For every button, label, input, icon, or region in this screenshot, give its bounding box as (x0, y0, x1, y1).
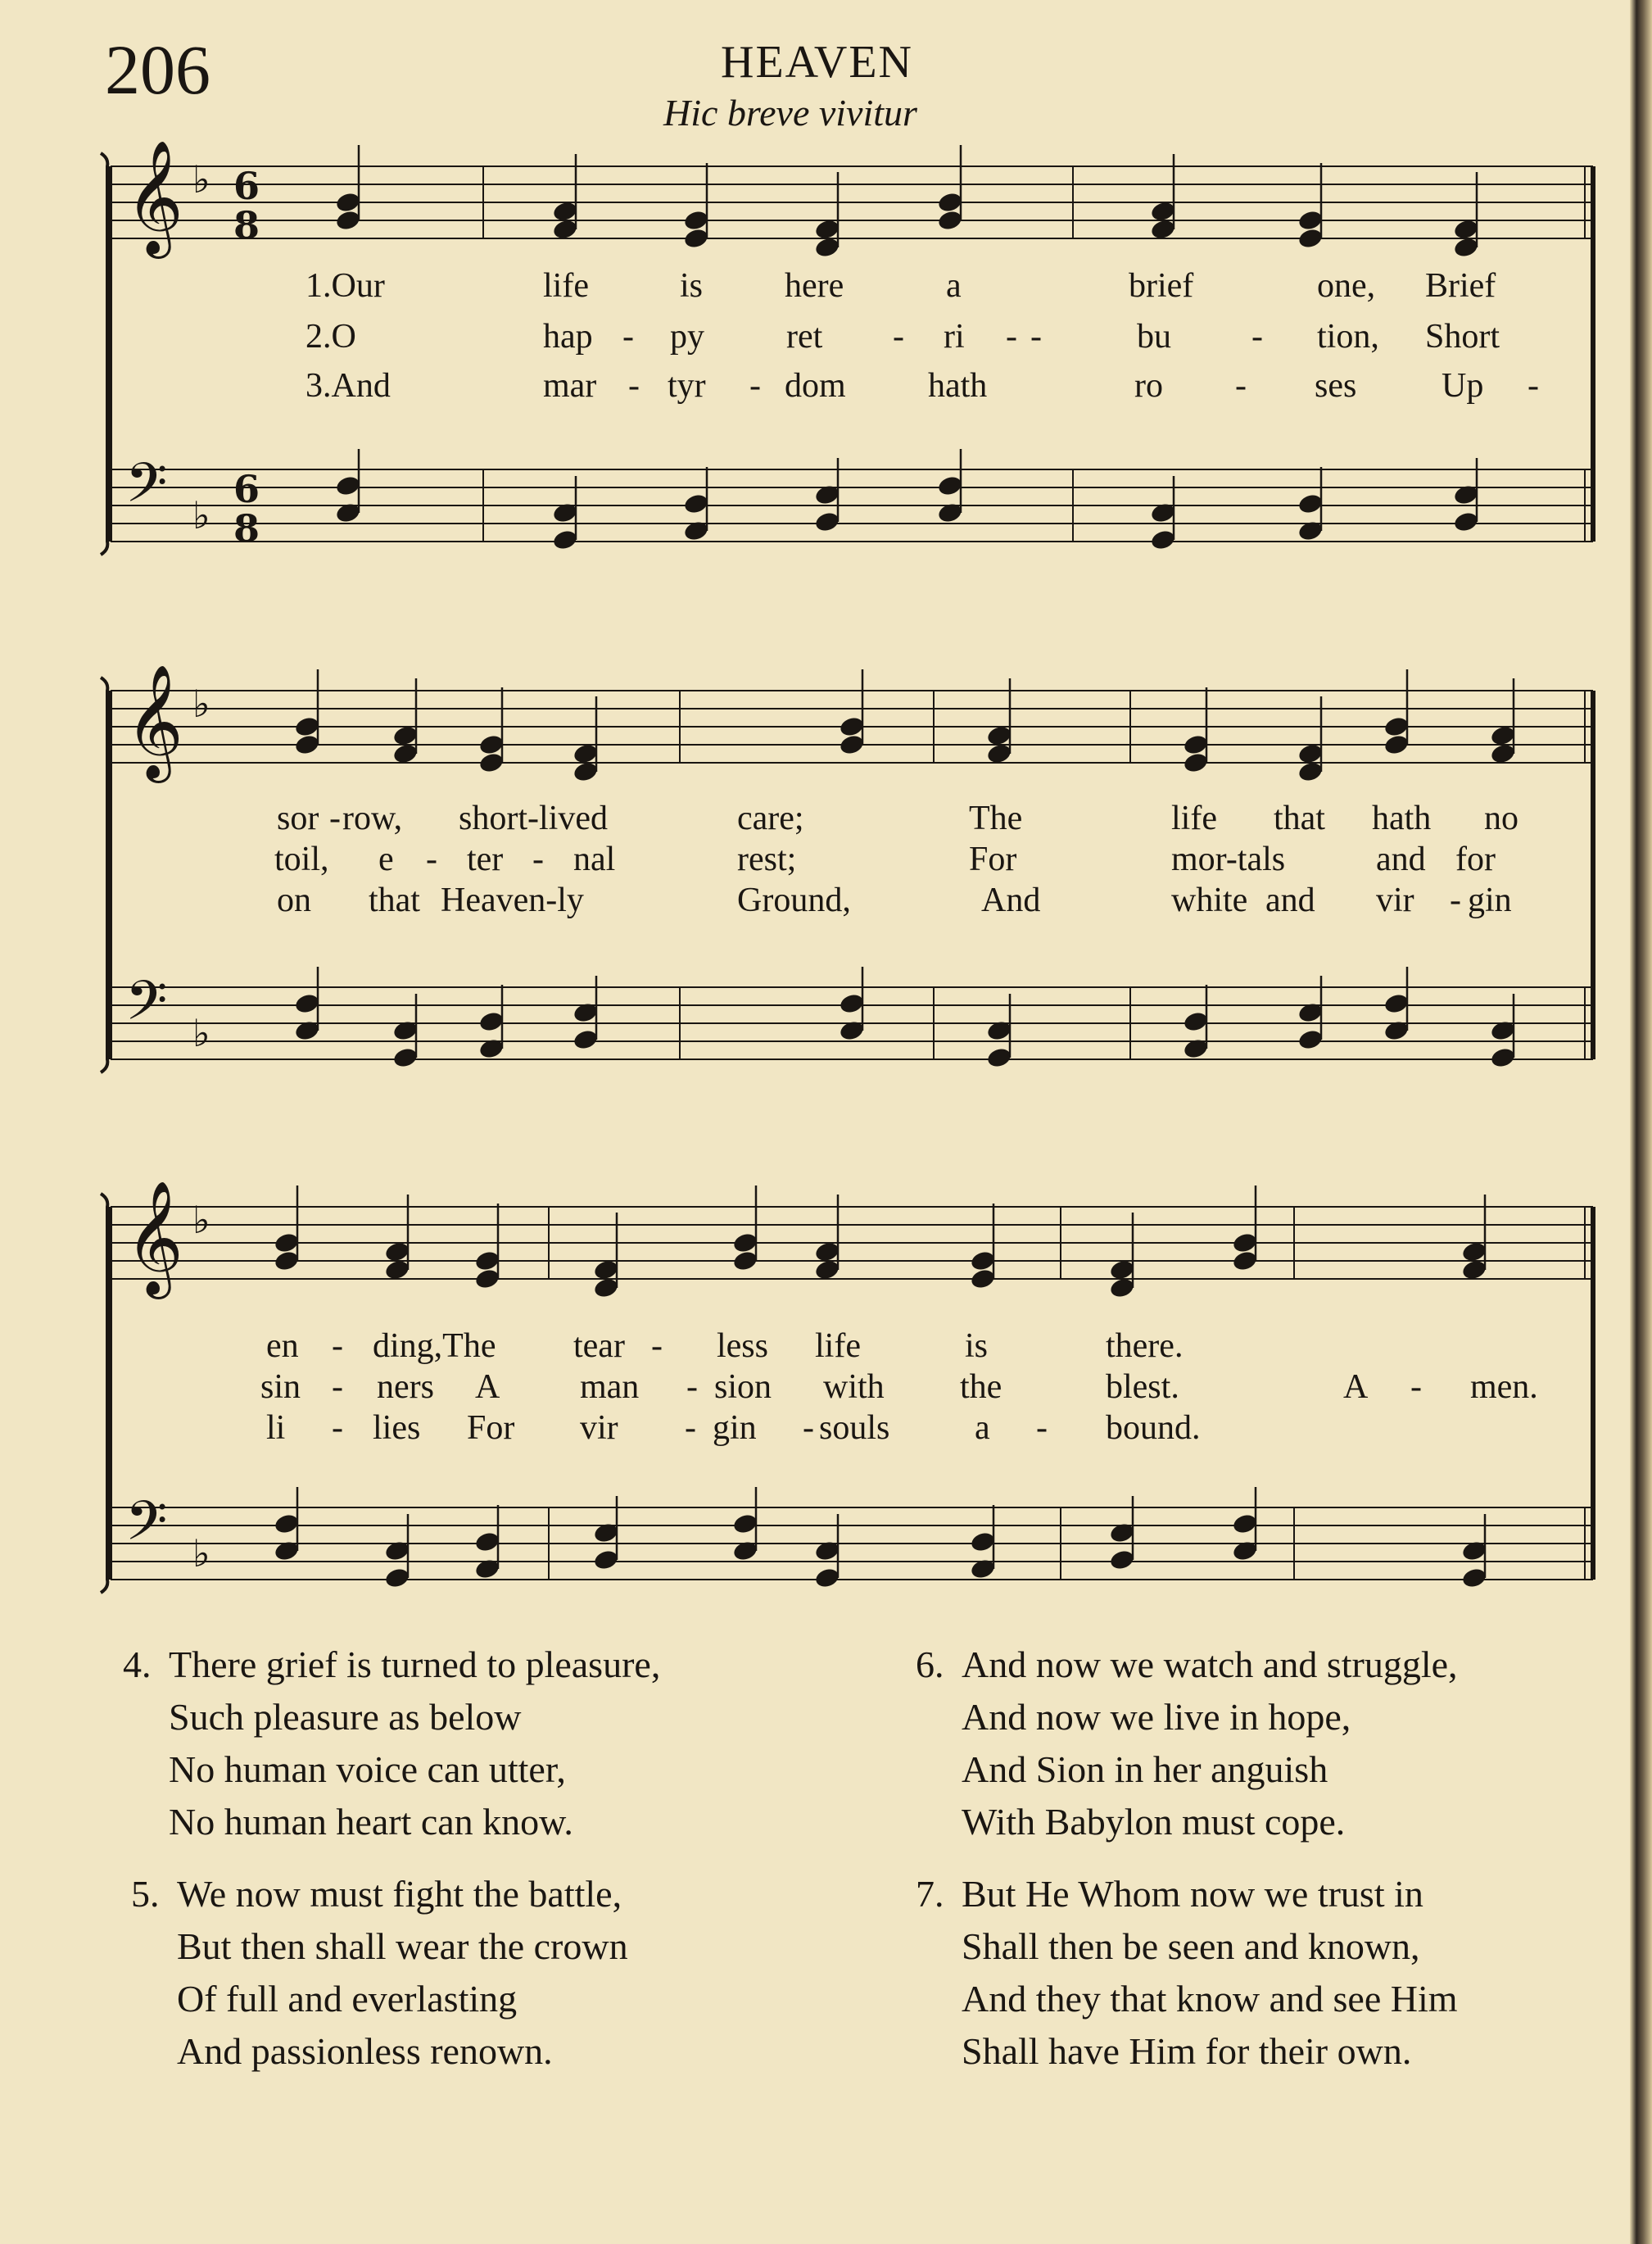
note-head (1460, 1566, 1487, 1589)
stanza-number: 6. (916, 1643, 944, 1685)
note-head (392, 742, 419, 765)
note-head (813, 1566, 840, 1589)
lyric: - (332, 1409, 343, 1447)
lyric: For (969, 841, 1017, 878)
lyric: less (717, 1327, 768, 1365)
note-head (1108, 1276, 1135, 1299)
note-head (1489, 724, 1516, 747)
note-head (334, 209, 361, 232)
note-head (592, 1258, 619, 1281)
key-signature-flat-icon: ♭ (192, 1011, 210, 1055)
system-bracket (101, 678, 107, 1072)
note-head (813, 236, 840, 259)
lyric: that (1274, 800, 1325, 837)
note-head (1149, 528, 1176, 551)
lyric: mor-tals (1171, 841, 1286, 878)
stanza-line: Of full and everlasting (177, 1978, 518, 2020)
stanza-line: With Babylon must cope. (962, 1801, 1346, 1843)
lyric: sion (714, 1368, 772, 1406)
lyric: row, (342, 800, 403, 837)
stanza-line: And now we live in hope, (962, 1696, 1351, 1738)
stanza-line: Shall then be seen and known, (962, 1925, 1420, 1967)
note-head (1297, 1028, 1324, 1051)
lyric: py (670, 318, 704, 356)
note-head (334, 474, 361, 497)
note-head (838, 992, 865, 1015)
lyric: no (1484, 800, 1518, 837)
note-head (1182, 1010, 1209, 1033)
lyric: - (1030, 318, 1042, 356)
lyric: on (277, 882, 311, 919)
note-head (592, 1276, 619, 1299)
treble-clef-icon: 𝄞 (125, 664, 183, 778)
note-head (293, 715, 320, 738)
lyric: is (680, 267, 704, 305)
note-head (682, 209, 709, 232)
stanza-line: But then shall wear the crown (177, 1925, 628, 1967)
lyric: - (1036, 1409, 1048, 1447)
note-head (273, 1512, 300, 1535)
note-head (383, 1566, 410, 1589)
time-signature-top: 6 (233, 467, 260, 511)
treble-clef-icon: 𝄞 (125, 1181, 183, 1294)
note-head (1383, 992, 1410, 1015)
note-head (551, 218, 578, 241)
lyric: tion, (1317, 318, 1379, 356)
lyric: the (960, 1368, 1003, 1406)
note-head (682, 492, 709, 515)
time-signature-bottom: 8 (233, 506, 260, 551)
lyric: - (686, 1368, 698, 1406)
lyric: tear (573, 1327, 625, 1365)
lyric: And (981, 882, 1041, 919)
hymn-title: HEAVEN (721, 37, 913, 88)
lyric: - (1006, 318, 1017, 356)
lyric: hath (928, 367, 988, 405)
note-head (1182, 733, 1209, 756)
note-head (1297, 209, 1324, 232)
lyric: Short (1425, 318, 1500, 356)
lyric: a (946, 267, 962, 305)
lyric: nal (573, 841, 616, 878)
note-head (985, 742, 1012, 765)
note-head (473, 1530, 500, 1553)
note-head (1182, 751, 1209, 774)
lyric: 1.Our (306, 267, 385, 305)
key-signature-flat-icon: ♭ (192, 1198, 210, 1242)
note-head (473, 1267, 500, 1290)
lyric: - (1251, 318, 1263, 356)
note-head (1383, 733, 1410, 756)
bass-clef-icon: 𝄢 (125, 969, 168, 1045)
key-signature-flat-icon: ♭ (192, 682, 210, 726)
hymn-subtitle: Hic breve vivitur (663, 92, 917, 134)
note-head (813, 1240, 840, 1263)
key-signature-flat-icon: ♭ (192, 157, 210, 202)
lyric: blest. (1106, 1368, 1179, 1406)
lyric: ro (1134, 367, 1163, 405)
note-head (731, 1231, 758, 1254)
lyric: a (975, 1409, 990, 1447)
lyric: brief (1129, 267, 1194, 305)
lyric: en (266, 1327, 299, 1365)
note-head (273, 1249, 300, 1272)
bass-clef-icon: 𝄢 (125, 1489, 168, 1566)
lyric: Brief (1425, 267, 1496, 305)
lyric: - (893, 318, 904, 356)
note-head (936, 191, 963, 214)
lyric: vir (580, 1409, 618, 1447)
stanza-number: 4. (123, 1643, 152, 1685)
stanza-line: And passionless renown. (177, 2030, 553, 2072)
lyric: is (965, 1327, 989, 1365)
note-head (551, 200, 578, 223)
lyric: 2.O (306, 318, 356, 356)
note-head (985, 724, 1012, 747)
note-head (1231, 1231, 1258, 1254)
system-bracket (101, 1194, 107, 1593)
lyric: here (785, 267, 844, 305)
lyric: white (1171, 882, 1248, 919)
note-head (838, 715, 865, 738)
note-head (969, 1530, 996, 1553)
lyric: ter (467, 841, 504, 878)
note-head (477, 751, 505, 774)
lyric: - (426, 841, 437, 878)
lyric: gin (1468, 882, 1512, 919)
note-head (392, 1046, 419, 1069)
time-signature-top: 6 (233, 164, 260, 208)
lyric: - (628, 367, 640, 405)
lyric: - (1410, 1368, 1422, 1406)
lyric: Heaven-ly (441, 882, 584, 919)
note-head (273, 1231, 300, 1254)
stanza-line: No human heart can know. (169, 1801, 573, 1843)
lyric: men. (1470, 1368, 1538, 1406)
note-head (293, 733, 320, 756)
lyric: - (651, 1327, 663, 1365)
note-head (936, 209, 963, 232)
note-head (1108, 1258, 1135, 1281)
lyric: ding,The (373, 1327, 496, 1365)
stanza-line: But He Whom now we trust in (962, 1873, 1423, 1915)
lyric: li (266, 1409, 286, 1447)
note-head (293, 992, 320, 1015)
note-head (1297, 227, 1324, 250)
stanza-number: 5. (131, 1873, 160, 1915)
note-head (1489, 742, 1516, 765)
lyric: life (1171, 800, 1217, 837)
note-head (572, 742, 599, 765)
lyric: for (1455, 841, 1496, 878)
stanza-5 (131, 1868, 628, 2078)
lyric: ses (1315, 367, 1357, 405)
note-head (838, 733, 865, 756)
lyric: - (1528, 367, 1539, 405)
note-heads (273, 145, 1516, 1589)
lyric: sin (260, 1368, 301, 1406)
lyric: vir (1376, 882, 1414, 919)
note-head (1108, 1548, 1135, 1571)
note-head (1452, 510, 1479, 533)
lyric: lies (373, 1409, 421, 1447)
lyric: - (749, 367, 761, 405)
note-head (392, 724, 419, 747)
note-head (969, 1267, 996, 1290)
note-head (477, 1010, 505, 1033)
lyric: - (332, 1368, 343, 1406)
note-head (1452, 236, 1479, 259)
note-head (731, 1249, 758, 1272)
lyric: bound. (1106, 1409, 1201, 1447)
stanza-line: No human voice can utter, (169, 1748, 566, 1790)
lyric: toil, (274, 841, 329, 878)
stanza-line: Shall have Him for their own. (962, 2030, 1412, 2072)
note-head (985, 1046, 1012, 1069)
note-head (1297, 742, 1324, 765)
lyric: bu (1137, 318, 1171, 356)
note-head (334, 191, 361, 214)
lyric: hap (543, 318, 593, 356)
stanza-6 (916, 1639, 1458, 1848)
lyric: ret (786, 318, 823, 356)
note-head (551, 528, 578, 551)
lyric: life (543, 267, 589, 305)
lyric: short-lived (459, 800, 608, 837)
system-bracket (101, 153, 107, 555)
lyric: souls (819, 1409, 890, 1447)
lyric: ners (377, 1368, 434, 1406)
note-head (592, 1548, 619, 1571)
lyric: - (685, 1409, 696, 1447)
lyric: mar (543, 367, 597, 405)
lyric: The (969, 800, 1023, 837)
note-head (813, 1258, 840, 1281)
stanza-line: We now must fight the battle, (177, 1873, 622, 1915)
note-head (1460, 1258, 1487, 1281)
note-head (813, 218, 840, 241)
lyric: - (532, 841, 544, 878)
lyric: man (580, 1368, 640, 1406)
lyric: Up (1442, 367, 1484, 405)
lyric: - (1450, 882, 1461, 919)
lyric: care; (737, 800, 804, 837)
lyric: - (803, 1409, 814, 1447)
stanza-line: Such pleasure as below (169, 1696, 522, 1738)
lyric: with (823, 1368, 885, 1406)
note-head (572, 1028, 599, 1051)
lyric: 3.And (306, 367, 391, 405)
note-head (1231, 1249, 1258, 1272)
lyric: sor (277, 800, 319, 837)
note-head (1297, 492, 1324, 515)
note-head (572, 760, 599, 783)
stanza-line: And now we watch and struggle, (962, 1643, 1458, 1685)
lyric: there. (1106, 1327, 1184, 1365)
note-head (1460, 1240, 1487, 1263)
note-head (682, 227, 709, 250)
stanza-line: And Sion in her anguish (962, 1748, 1328, 1790)
lyric: gin (713, 1409, 757, 1447)
note-head (969, 1249, 996, 1272)
note-head (383, 1258, 410, 1281)
stanza-line: And they that know and see Him (962, 1978, 1458, 2020)
lyric: A (1343, 1368, 1369, 1406)
note-head (1149, 200, 1176, 223)
lyric: A (475, 1368, 500, 1406)
note-head (473, 1249, 500, 1272)
lyric: one, (1317, 267, 1376, 305)
note-head (1452, 218, 1479, 241)
lyric: - (332, 1327, 343, 1365)
note-head (1383, 715, 1410, 738)
lyric: tyr (668, 367, 706, 405)
note-head (477, 733, 505, 756)
lyric: For (467, 1409, 515, 1447)
lyric: - (329, 800, 341, 837)
lyric: and (1376, 841, 1426, 878)
bass-clef-icon: 𝄢 (125, 451, 168, 528)
note-head (1489, 1046, 1516, 1069)
note-head (731, 1512, 758, 1535)
treble-clef-icon: 𝄞 (125, 140, 183, 254)
lyric: - (622, 318, 634, 356)
lyric: - (1235, 367, 1247, 405)
stanza-4 (123, 1639, 660, 1848)
stanza-line: There grief is turned to pleasure, (169, 1643, 661, 1685)
key-signature-flat-icon: ♭ (192, 493, 210, 537)
stanza-number: 7. (916, 1873, 944, 1915)
lyric: Ground, (737, 882, 851, 919)
stanza-7 (916, 1868, 1458, 2078)
lyric: dom (785, 367, 846, 405)
note-head (383, 1240, 410, 1263)
page-number: 206 (105, 30, 210, 109)
lyric: life (815, 1327, 861, 1365)
key-signature-flat-icon: ♭ (192, 1531, 210, 1575)
note-head (1149, 218, 1176, 241)
time-signature-bottom: 8 (233, 203, 260, 247)
lyric: rest; (737, 841, 797, 878)
lyric: ri (944, 318, 965, 356)
note-head (936, 474, 963, 497)
lyric: e (378, 841, 394, 878)
lyric: hath (1372, 800, 1432, 837)
lyric: that (369, 882, 420, 919)
note-head (813, 510, 840, 533)
note-head (1231, 1512, 1258, 1535)
lyric: and (1265, 882, 1315, 919)
note-head (1297, 760, 1324, 783)
